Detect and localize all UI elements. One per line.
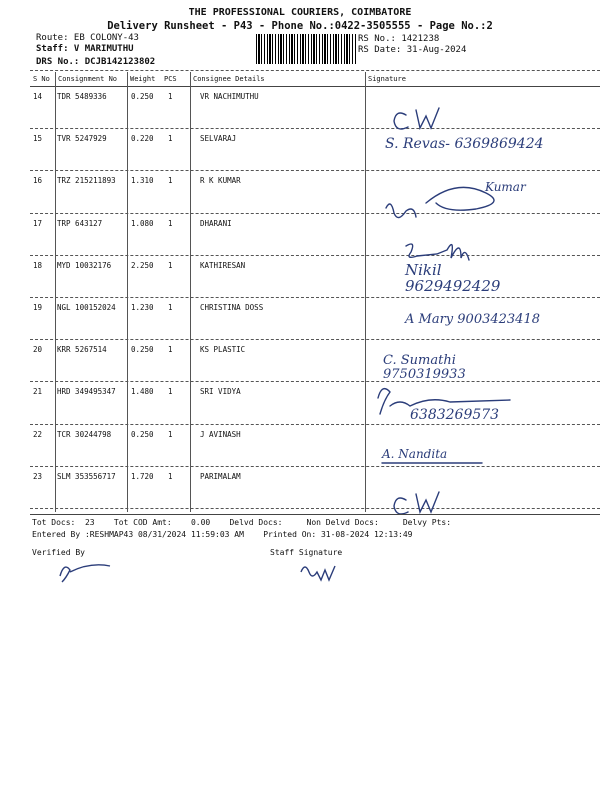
row-pcs: 1 [168, 387, 173, 397]
row-weight: 0.220 [131, 134, 154, 144]
signature-handwriting: A. Nandita [382, 447, 448, 461]
rs-number: RS No.: 1421238 [358, 34, 440, 44]
row-sno: 19 [33, 303, 43, 312]
row-pcs: 1 [168, 260, 173, 270]
row-sno: 15 [33, 134, 43, 144]
col-header-signature: Signature [368, 75, 406, 83]
row-consignee: CHRISTINA DOSS [200, 303, 264, 312]
row-consignee: J AVINASH [200, 429, 241, 439]
row-consignee: KS PLASTIC [200, 345, 246, 355]
row-consignee: DHARANI [200, 218, 232, 228]
col-divider [55, 72, 56, 512]
row-pcs: 1 [168, 92, 173, 101]
signature-handwriting: Kumar [485, 180, 526, 194]
row-pcs: 1 [168, 429, 173, 439]
col-header-consignee: Consignee Details [193, 75, 265, 83]
drs-number: DRS No.: DCJB142123802 [36, 57, 156, 67]
row-weight: 1.480 [131, 387, 154, 397]
row-weight: 1.720 [131, 471, 154, 481]
row-sno: 17 [33, 218, 43, 228]
row-sno: 22 [33, 429, 43, 439]
row-sno: 21 [33, 387, 43, 397]
row-consignee: R K KUMAR [200, 176, 241, 186]
entered-by-line: Entered By :RESHMAP43 08/31/2024 11:59:03 AM Printed On: 31-08-2024 12:13:49 [32, 530, 413, 539]
verified-by-label: Verified By [32, 548, 85, 557]
totals-line: Tot Docs: 23 Tot COD Amt: 0.00 Delvd Docs: Non Delvd Docs: Delvy Pts: [32, 518, 452, 527]
row-sno: 14 [33, 92, 43, 101]
staff-label: Staff: V MARIMUTHU [36, 44, 134, 54]
row-weight: 0.250 [131, 345, 154, 355]
route-label: Route: EB COLONY-43 [36, 33, 139, 43]
col-header-weight: Weight [130, 75, 156, 83]
company-title: THE PROFESSIONAL COURIERS, COIMBATORE [188, 7, 412, 18]
row-consignment-no: SLM 353556717 [57, 471, 116, 481]
row-consignment-no: TCR 30244798 [57, 429, 112, 439]
row-pcs: 1 [168, 176, 173, 186]
row-weight: 1.230 [131, 303, 154, 312]
row-pcs: 1 [168, 345, 173, 355]
rs-date: RS Date: 31-Aug-2024 [358, 45, 467, 55]
row-consignment-no: NGL 100152024 [57, 303, 116, 312]
row-sno: 20 [33, 345, 43, 355]
table-top-rule [30, 70, 600, 71]
row-weight: 0.250 [131, 92, 154, 101]
col-divider [127, 72, 128, 512]
row-weight: 1.310 [131, 176, 154, 186]
col-divider [190, 72, 191, 512]
col-header-pcs: PCS [164, 75, 177, 83]
row-weight: 2.250 [131, 260, 154, 270]
row-consignment-no: KRR 5267514 [57, 345, 107, 355]
row-weight: 1.080 [131, 218, 154, 228]
row-consignment-no: TVR 5247929 [57, 134, 107, 144]
table-bottom-rule [30, 514, 600, 515]
staff-signature-label: Staff Signature [270, 548, 343, 557]
signature-handwriting: 6383269573 [410, 407, 500, 423]
row-consignee: KATHIRESAN [200, 260, 246, 270]
row-consignment-no: TRZ 215211893 [57, 176, 116, 186]
row-pcs: 1 [168, 471, 173, 481]
col-header-sno: S No [33, 75, 50, 83]
row-consignee: PARIMALAM [200, 471, 241, 481]
row-consignment-no: MYD 10032176 [57, 260, 112, 270]
signature-handwriting: A Mary 9003423418 [405, 312, 540, 327]
row-consignment-no: HRD 349495347 [57, 387, 116, 397]
table-header-rule [30, 86, 600, 87]
row-sno: 23 [33, 471, 43, 481]
row-consignee: SRI VIDYA [200, 387, 241, 397]
barcode [256, 34, 356, 64]
row-sno: 16 [33, 176, 43, 186]
row-pcs: 1 [168, 218, 173, 228]
row-sno: 18 [33, 260, 43, 270]
verified-signature [50, 556, 140, 584]
col-header-consignment: Consignment No [58, 75, 118, 83]
signature-handwriting: Nikil 9629492429 [405, 261, 501, 295]
staff-signature [295, 556, 365, 582]
row-pcs: 1 [168, 303, 173, 312]
runsheet-subtitle: Delivery Runsheet - P43 - Phone No.:0422-3505555 - Page No.:2 [107, 20, 493, 32]
row-weight: 0.250 [131, 429, 154, 439]
row-consignee: SELVARAJ [200, 134, 237, 144]
signature-handwriting: C. Sumathi 9750319933 [383, 353, 466, 382]
row-consignee: VR NACHIMUTHU [200, 92, 259, 101]
row-consignment-no: TDR 5489336 [57, 92, 107, 101]
row-consignment-no: TRP 643127 [57, 218, 103, 228]
row-pcs: 1 [168, 134, 173, 144]
signature-handwriting: S. Revas- 6369869424 [385, 136, 544, 152]
